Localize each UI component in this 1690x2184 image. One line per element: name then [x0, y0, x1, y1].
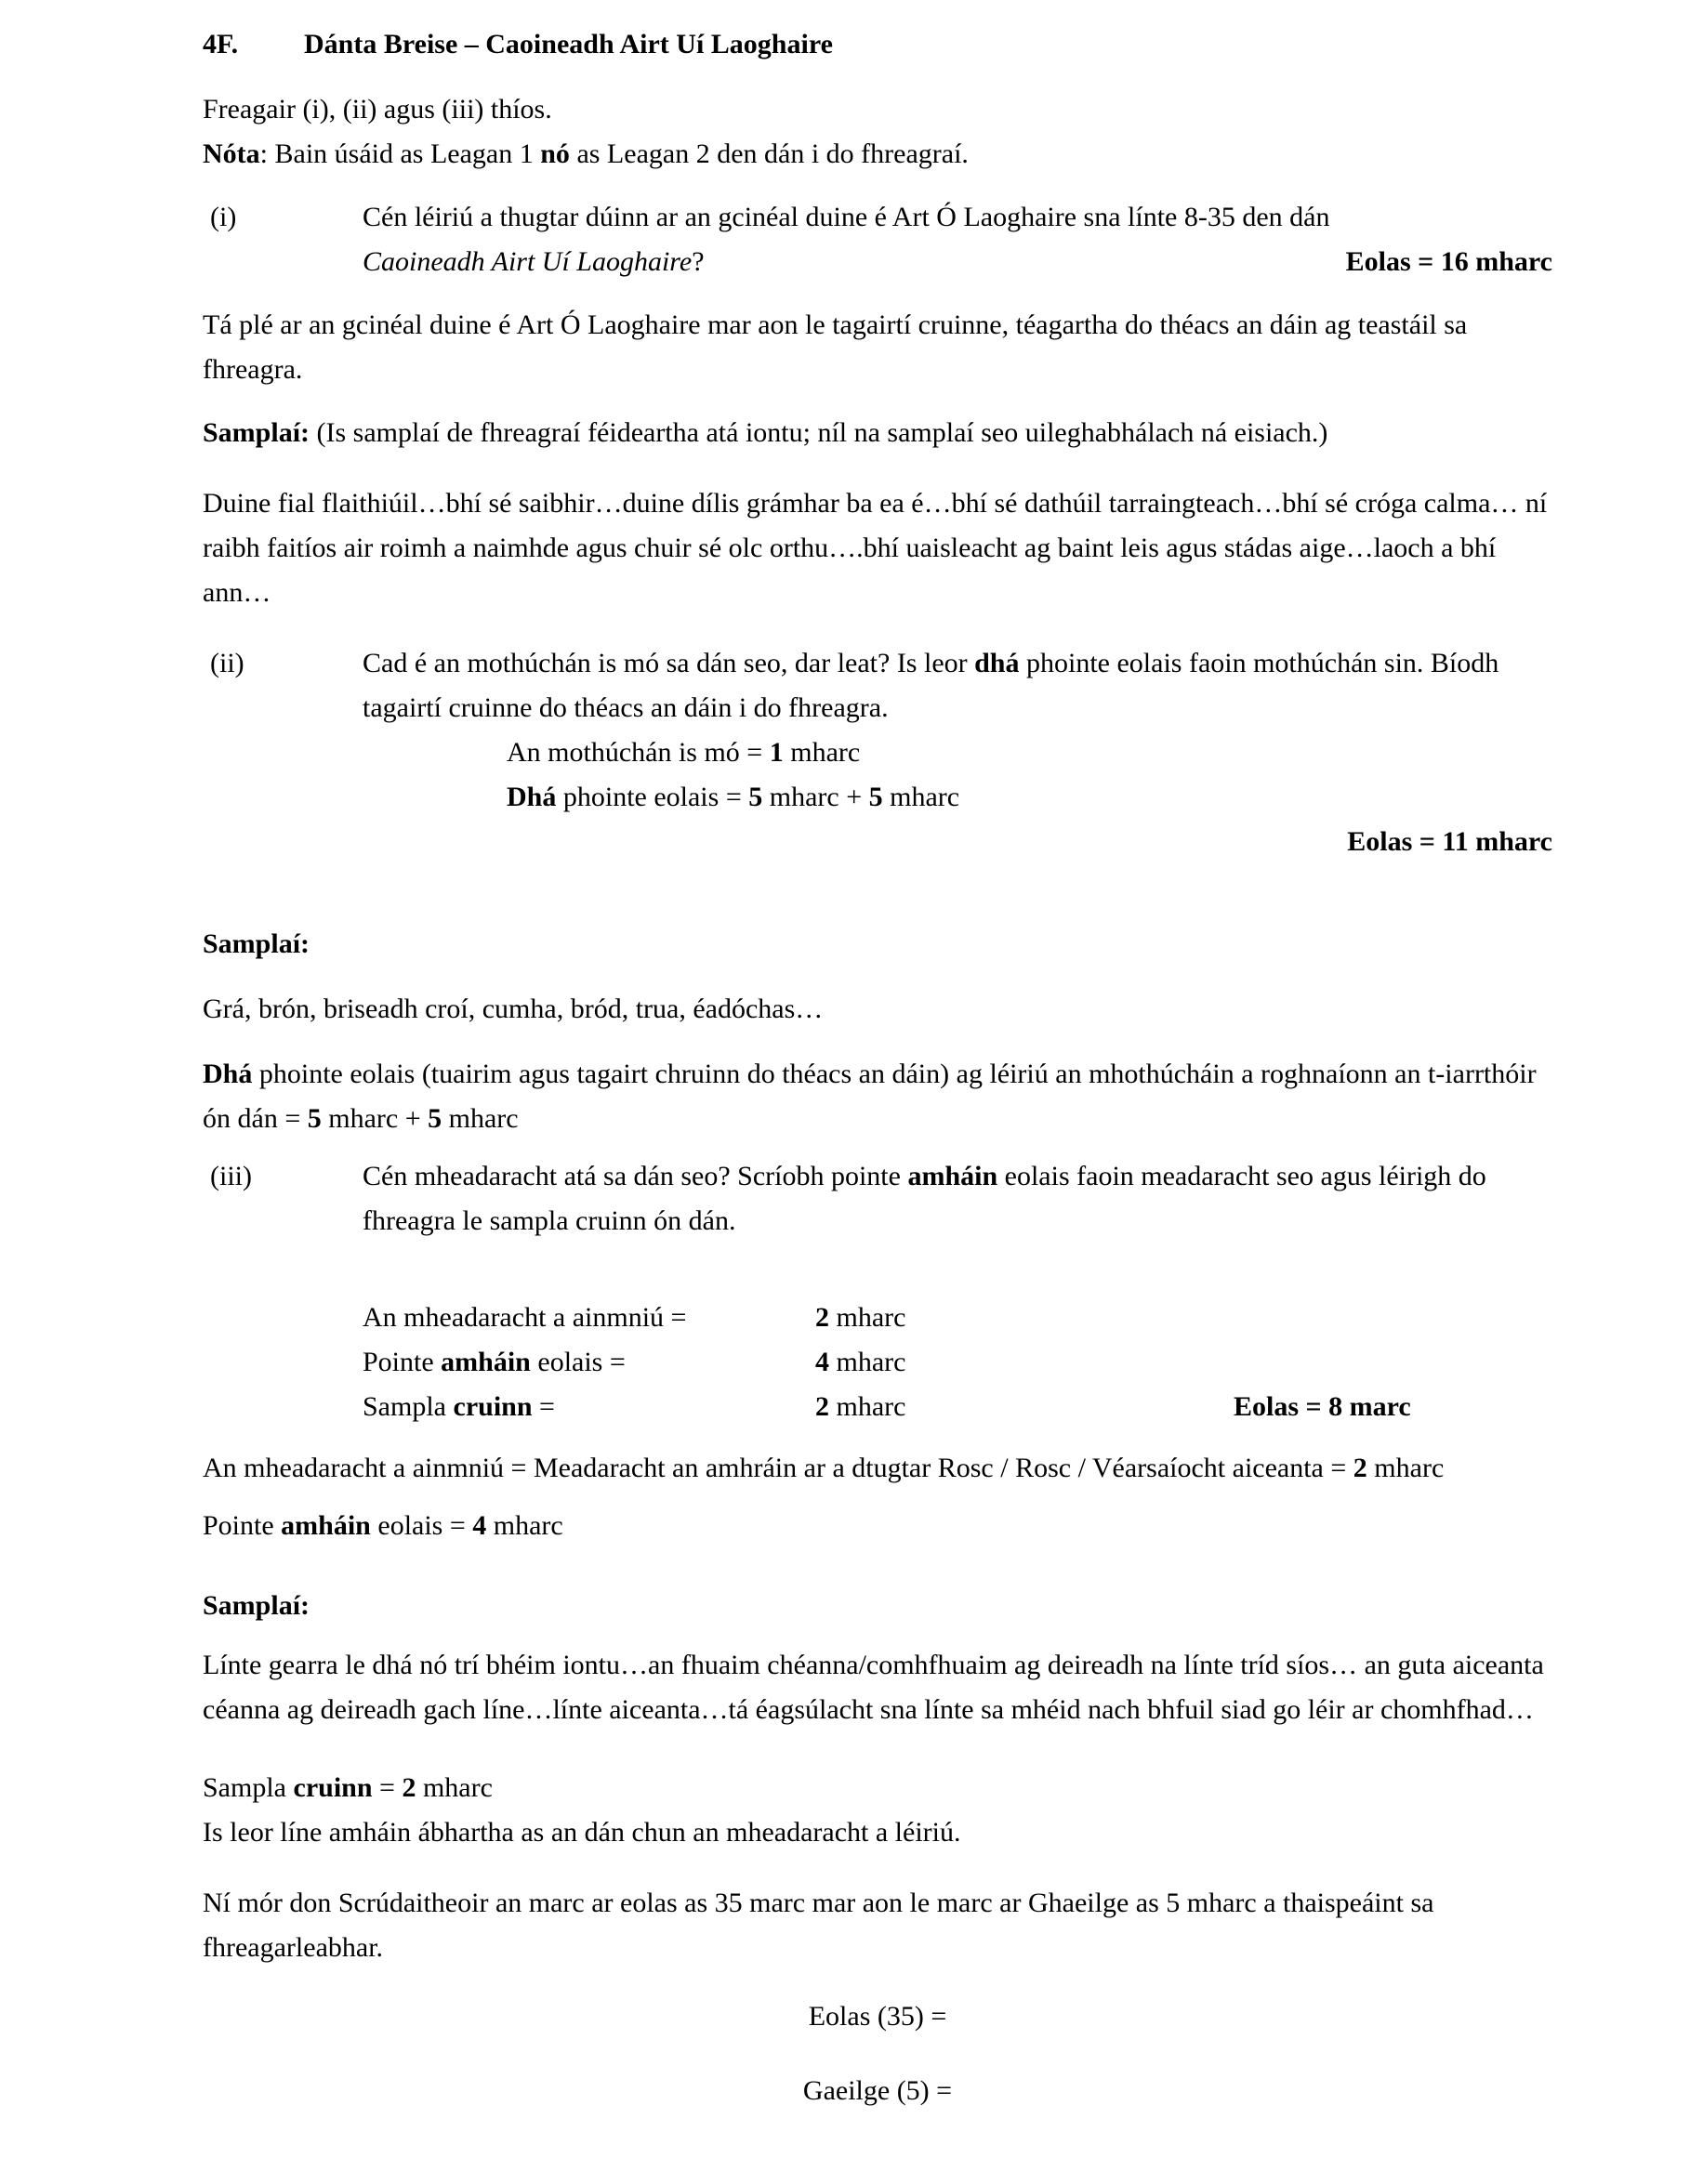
- marks-row3-label: Sampla cruinn =: [363, 1391, 555, 1422]
- marks-table-row: [363, 1296, 1552, 1340]
- para-ni-mor: Ní mór don Scrúdaitheoir an marc ar eolas as 35 marc mar aon le marc ar Ghaeilge as 5 mharc a thaispeáint sa fhreagarleabhar.: [203, 1888, 1434, 1963]
- question-iii: [203, 1154, 1552, 1429]
- total-eolas-line: Eolas (35) =: [808, 2001, 947, 2032]
- answer-instruction: Freagair (i), (ii) agus (iii) thíos.: [203, 94, 552, 125]
- section-heading: [203, 22, 1552, 67]
- question-i-second-line: [363, 240, 1552, 284]
- para-ta-ple: Tá plé ar an gcinéal duine é Art Ó Laoghaire mar aon le tagairtí cruinne, téagartha do théacs an dáin ag teastáil sa fhreagra.: [203, 309, 1468, 385]
- marks-row1-label: An mheadaracht a ainmniú =: [363, 1302, 687, 1333]
- question-ii-label: (ii): [210, 648, 244, 678]
- question-i: [203, 195, 1552, 284]
- total-gaeilge-line: Gaeilge (5) =: [802, 2075, 953, 2106]
- para-sampla-cruinn: Sampla cruinn = 2 mharc: [203, 1772, 493, 1803]
- samplai-heading-3: Samplaí:: [203, 1590, 310, 1621]
- marks-row3-value: 2 mharc: [815, 1391, 906, 1422]
- question-ii: [203, 641, 1552, 864]
- marks-row1-value: 2 mharc: [815, 1302, 906, 1333]
- question-iii-text: Cén mheadaracht atá sa dán seo? Scríobh pointe amháin eolais faoin meadaracht seo agus léirigh do fhreagra le sampla cruinn ón dán.: [363, 1161, 1486, 1236]
- question-iii-label: (iii): [210, 1161, 252, 1191]
- section-number: 4F.: [203, 29, 239, 59]
- question-iii-body: [363, 1154, 1552, 1429]
- marks-table: [363, 1296, 1552, 1429]
- para-ainmniu-rosc: An mheadaracht a ainmniú = Meadaracht an amhráin ar a dtugtar Rosc / Rosc / Véarsaíocht aiceanta = 2 mharc: [203, 1453, 1445, 1483]
- nota-line: Nóta: Bain úsáid as Leagan 1 nó as Leagan 2 den dán i do fhreagraí.: [203, 138, 969, 169]
- samplai-heading-2: Samplaí:: [203, 928, 310, 959]
- para-gra-bron: Grá, brón, briseadh croí, cumha, bród, trua, éadóchas…: [203, 993, 824, 1024]
- question-i-text: Cén léiriú a thugtar dúinn ar an gcinéal duine é Art Ó Laoghaire sna línte 8-35 den dán: [363, 202, 1330, 232]
- poem-title: Caoineadh Airt Uí Laoghaire?: [363, 246, 705, 277]
- marks-eolas-16: Eolas = 16 mharc: [1345, 246, 1552, 277]
- samplai-note-1: Samplaí: (Is samplaí de fhreagraí féideartha atá iontu; níl na samplaí seo uileghabhálach ná eisiach.): [203, 417, 1328, 448]
- para-pointe-amhain: Pointe amháin eolais = 4 mharc: [203, 1510, 563, 1541]
- question-ii-body: [363, 641, 1552, 864]
- marks-table-row: [363, 1340, 1552, 1385]
- para-duine-fial: Duine fial flaithiúil…bhí sé saibhir…duine dílis grámhar ba ea é…bhí sé dathúil tarraingteach…bhí sé cróga calma… ní raibh faitíos air roimh a naimhde agus chuir sé olc orthu….bhí uaisleacht ag baint leis agus stádas aige…laoch a bhí ann…: [203, 488, 1548, 608]
- question-ii-mark-line-1: An mothúchán is mó = 1 mharc: [507, 737, 861, 768]
- question-ii-mark-line-2: Dhá phointe eolais = 5 mharc + 5 mharc: [507, 782, 960, 812]
- para-is-leor: Is leor líne amháin ábhartha as an dán chun an mheadaracht a léiriú.: [203, 1817, 961, 1848]
- question-i-body: [363, 195, 1552, 284]
- question-i-label: (i): [210, 202, 237, 232]
- marks-row2-value: 4 mharc: [815, 1347, 906, 1377]
- section-title: Dánta Breise – Caoineadh Airt Uí Laoghaire: [304, 29, 833, 59]
- para-dha-phointe: Dhá phointe eolais (tuairim agus tagairt chruinn do théacs an dáin) ag léiriú an mhothúcháin a roghnaíonn an t-iarrthóir ón dán = 5 mharc + 5 mharc: [203, 1059, 1537, 1134]
- question-ii-text: Cad é an mothúchán is mó sa dán seo, dar leat? Is leor dhá phointe eolais faoin mothúchán sin. Bíodh tagairtí cruinne do théacs an dáin i do fhreagra.: [363, 648, 1499, 723]
- marks-eolas-8: Eolas = 8 marc: [1234, 1391, 1411, 1422]
- para-linte-gearra: Línte gearra le dhá nó trí bhéim iontu…an fhuaim chéanna/comhfhuaim ag deireadh na línte tríd síos… an guta aiceanta céanna ag deireadh gach líne…línte aiceanta…tá éagsúlacht sna línte sa mhéid nach bhfuil siad go léir ar chomhfhad…: [203, 1650, 1544, 1725]
- marks-table-row: [363, 1385, 1552, 1429]
- marks-eolas-11: Eolas = 11 mharc: [1347, 826, 1552, 857]
- marks-row2-label: Pointe amháin eolais =: [363, 1347, 626, 1377]
